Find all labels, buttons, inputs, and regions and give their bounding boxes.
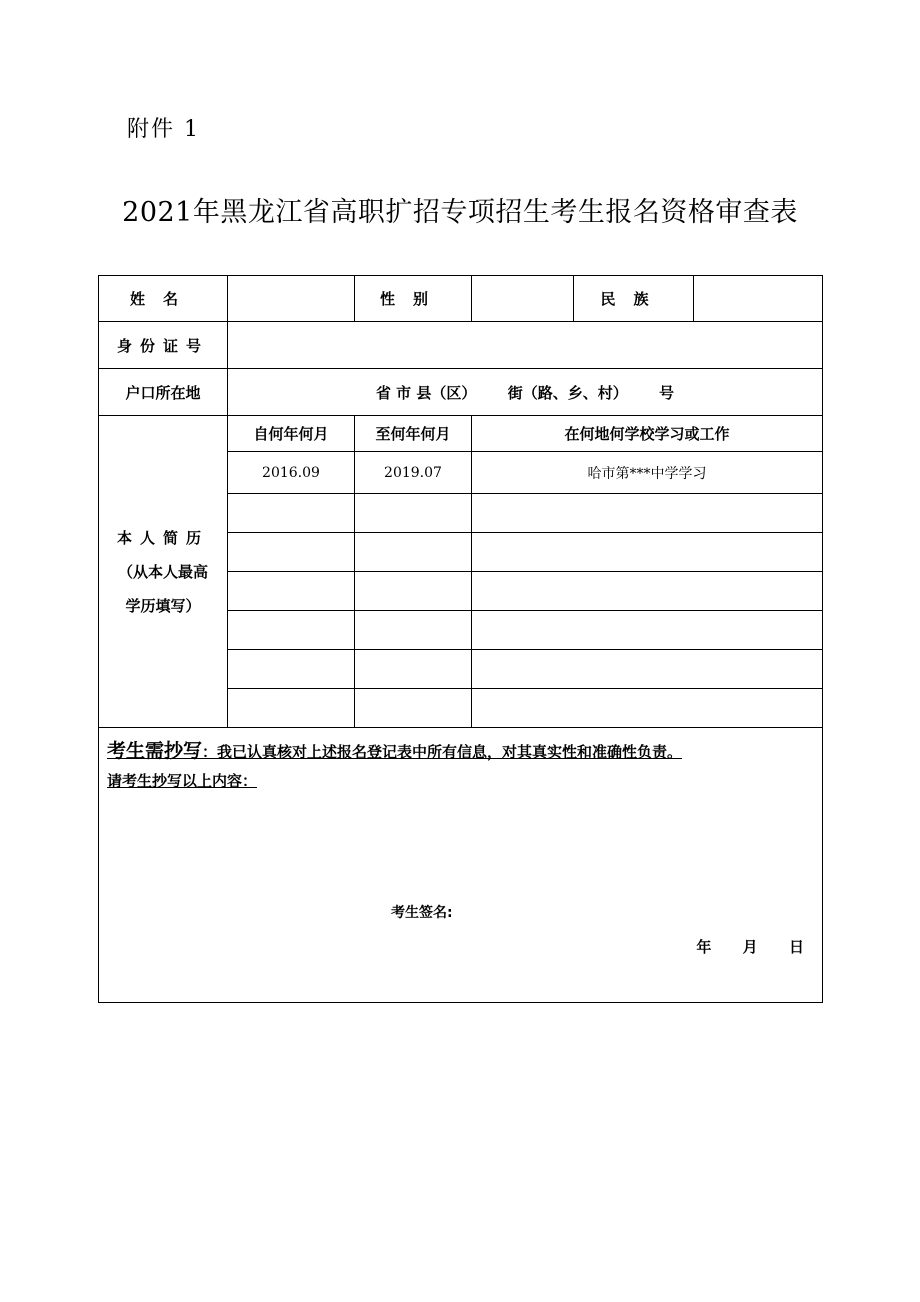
declaration-text: 考生需抄写：我已认真核对上述报名登记表中所有信息，对其真实性和准确性负责。: [107, 740, 683, 762]
gender-field[interactable]: [472, 276, 574, 322]
resume-cell-from[interactable]: [228, 611, 355, 650]
resume-cell-to[interactable]: 2019.07: [355, 452, 472, 494]
signature-label: 考生签名:: [391, 905, 453, 921]
id-number-label: 身份证号: [99, 322, 228, 369]
resume-cell-from[interactable]: [228, 689, 355, 728]
resume-cell-to[interactable]: [355, 572, 472, 611]
name-field[interactable]: [228, 276, 355, 322]
resume-header-to: 至何年何月: [355, 416, 472, 452]
attachment-label: 附件 1: [127, 117, 200, 142]
id-number-field[interactable]: [228, 322, 823, 369]
name-label: 姓名: [99, 276, 228, 322]
resume-header-where: 在何地何学校学习或工作: [472, 416, 823, 452]
resume-cell-where[interactable]: 哈市第***中学学习: [472, 452, 823, 494]
resume-cell-where[interactable]: [472, 689, 823, 728]
resume-cell-from[interactable]: [228, 650, 355, 689]
resume-cell-where[interactable]: [472, 533, 823, 572]
resume-cell-where[interactable]: [472, 650, 823, 689]
resume-cell-where[interactable]: [472, 611, 823, 650]
registration-form-table: [98, 275, 823, 1003]
page-title: 2021年黑龙江省高职扩招专项招生考生报名资格审查表: [122, 197, 798, 228]
resume-cell-where[interactable]: [472, 494, 823, 533]
resume-cell-from[interactable]: [228, 533, 355, 572]
resume-cell-to[interactable]: [355, 611, 472, 650]
copy-prompt: 请考生抄写以上内容：: [107, 772, 258, 790]
hukou-label: 户口所在地: [99, 369, 228, 416]
resume-cell-to[interactable]: [355, 689, 472, 728]
resume-cell-from[interactable]: [228, 494, 355, 533]
resume-cell-to[interactable]: [355, 533, 472, 572]
resume-cell-where[interactable]: [472, 572, 823, 611]
resume-cell-to[interactable]: [355, 494, 472, 533]
resume-cell-to[interactable]: [355, 650, 472, 689]
resume-cell-from[interactable]: [228, 572, 355, 611]
ethnicity-label: 民族: [574, 276, 694, 322]
date-label: 年 月 日: [696, 938, 804, 956]
hukou-field[interactable]: [228, 369, 823, 416]
gender-label: 性别: [355, 276, 472, 322]
resume-label: 本人简历 （从本人最高 学历填写）: [99, 416, 228, 728]
resume-cell-from[interactable]: 2016.09: [228, 452, 355, 494]
resume-header-from: 自何年何月: [228, 416, 355, 452]
hukou-template: 省 市 县（区） 街（路、乡、村） 号: [375, 383, 675, 402]
ethnicity-field[interactable]: [694, 276, 823, 322]
declaration-box[interactable]: [99, 728, 823, 1003]
